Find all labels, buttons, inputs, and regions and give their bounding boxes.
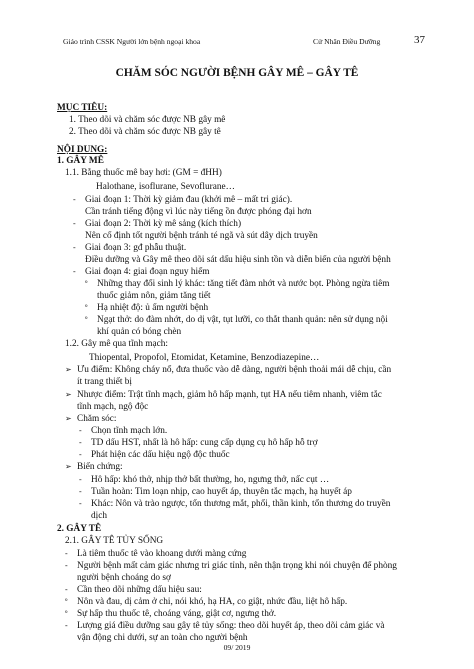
list-item-continuation: Cần tránh tiếng động vì lúc này tiếng ồn được phóng đại hơn	[85, 207, 312, 217]
subsection-heading: 1.1. Bằng thuốc mê bay hơi: (GM = đHH)	[65, 168, 222, 178]
list-item: ➢ Biến chứng:	[65, 462, 123, 472]
dash-marker: -	[79, 438, 82, 447]
sub-bullet-marker: º	[85, 315, 88, 324]
list-item: - Chọn tĩnh mạch lớn.	[79, 426, 168, 436]
list-item: - Tuần hoàn: Tim loạn nhịp, cao huyết áp, thuyên tắc mạch, hạ huyết áp	[79, 487, 352, 497]
list-item-continuation: người bệnh choáng do sợ	[77, 573, 171, 583]
dash-marker: -	[79, 475, 82, 484]
list-item: - Cần theo dõi những dấu hiệu sau:	[65, 585, 202, 595]
list-item: - Giai đoạn 4: giai đoạn nguy hiểm	[73, 267, 210, 277]
list-item: - Giai đoạn 3: gđ phẫu thuật.	[73, 243, 187, 253]
list-item: ➢ Nhược điểm: Trật tĩnh mạch, giảm hô hấp mạnh, tụt HA nếu tiêm nhanh, viêm tắc	[65, 390, 382, 400]
dash-marker: -	[79, 450, 82, 459]
list-item: - Lượng giá điều dưỡng sau gây tê tủy sống: theo dõi huyết áp, theo dõi cảm giác và	[65, 621, 385, 631]
dash-marker: -	[79, 487, 82, 496]
list-item-continuation: khí quản có bóng chèn	[97, 327, 182, 337]
drug-list: Halothane, isoflurane, Sevoflurane…	[96, 182, 235, 192]
subsection-heading: 1.2. Gây mê qua tĩnh mạch:	[65, 339, 169, 349]
document-title: CHĂM SÓC NGƯỜI BỆNH GÂY MÊ – GÂY TÊ	[115, 67, 359, 79]
arrow-bullet-icon: ➢	[65, 414, 72, 423]
list-item: º Ngạt thở: do đàm nhớt, do dị vật, tụt lưỡi, co thắt thanh quản: nên sử dụng nội	[85, 315, 388, 325]
list-item-continuation: Nên cố định tốt người bệnh tránh té ngã và sút dây dịch truyền	[85, 231, 318, 241]
list-item-continuation: Điều dưỡng và Gây mê theo dõi sát dấu hiệu sinh tồn và diễn biến của người bệnh	[85, 255, 391, 265]
list-item: - Là tiêm thuốc tê vào khoang dưới màng cứng	[65, 549, 247, 559]
dash-marker: -	[65, 549, 68, 558]
objective-item: 2. Theo dõi và chăm sóc được NB gây tê	[69, 127, 221, 137]
list-item: - Người bệnh mất cảm giác nhưng tri giác tỉnh, nên thận trọng khi nói chuyện để phòng	[65, 561, 397, 571]
list-item: ➢ Ưu điểm: Không cháy nổ, đưa thuốc vào dễ dàng, người bệnh thoải mái dễ chịu, cần	[65, 365, 392, 375]
objectives-heading: MỤC TIÊU:	[57, 103, 108, 113]
dash-marker: -	[65, 561, 68, 570]
list-item: - Hô hấp: khó thở, nhịp thở bất thường, ho, ngưng thở, nấc cụt …	[79, 475, 330, 485]
subsection-heading: 2.1. GÂY TÊ TỦY SỐNG	[65, 536, 164, 546]
sub-bullet-marker: º	[85, 279, 88, 288]
list-item: - Giai đoạn 2: Thời kỳ mê sảng (kích thích)	[73, 219, 242, 229]
page-number: 37	[414, 34, 425, 46]
content-heading: NỘI DUNG:	[57, 145, 108, 155]
dash-marker: -	[65, 585, 68, 594]
list-item: - Phát hiện các dấu hiệu ngộ độc thuốc	[79, 450, 230, 460]
list-item: - Khác: Nôn và trào ngược, tổn thương mắt, phổi, thần kinh, tổn thương do truyền	[79, 499, 391, 509]
list-item: º Nôn và đau, dị cảm ở chi, nói khó, hạ HA, co giật, nhức đầu, liệt hô hấp.	[65, 597, 348, 607]
list-item: º Sự hấp thu thuốc tê, choáng váng, giật cơ, ngưng thở.	[65, 609, 277, 619]
list-item: - Giai đoạn 1: Thời kỳ giảm đau (khởi mê – mất tri giác).	[73, 195, 293, 205]
sub-bullet-marker: º	[85, 303, 88, 312]
dash-marker: -	[73, 267, 76, 276]
list-item-continuation: ít trang thiết bị	[77, 377, 132, 387]
dash-marker: -	[73, 243, 76, 252]
dash-marker: -	[73, 195, 76, 204]
arrow-bullet-icon: ➢	[65, 390, 72, 399]
dash-marker: -	[65, 621, 68, 630]
dash-marker: -	[79, 499, 82, 508]
arrow-bullet-icon: ➢	[65, 365, 72, 374]
drug-list: Thiopental, Propofol, Etomidat, Ketamine, Benzodiazepine…	[89, 353, 320, 363]
dash-marker: -	[73, 219, 76, 228]
section-heading: 1. GÂY MÊ	[57, 156, 104, 166]
page-footer-date: 09/ 2019	[223, 643, 251, 652]
objective-item: 1. Theo dõi và chăm sóc được NB gây mê	[69, 115, 226, 125]
list-item-continuation: dịch	[91, 511, 108, 521]
arrow-bullet-icon: ➢	[65, 462, 72, 471]
header-course-title: Giáo trình CSSK Người lớn bệnh ngoại khoa	[63, 37, 201, 46]
section-heading: 2. GÂY TÊ	[57, 524, 102, 534]
list-item-continuation: thuốc giảm nôn, giảm tăng tiết	[97, 291, 211, 301]
dash-marker: -	[79, 426, 82, 435]
sub-bullet-marker: º	[65, 609, 68, 618]
sub-bullet-marker: º	[65, 597, 68, 606]
list-item-continuation: tĩnh mạch, ngộ độc	[77, 402, 149, 412]
list-item: º Những thay đổi sinh lý khác: tăng tiết đàm nhớt và nước bọt. Phòng ngừa tiêm	[85, 279, 390, 289]
list-item: - TD dấu HST, nhất là hô hấp: cung cấp dụng cụ hô hấp hỗ trợ	[79, 438, 318, 448]
list-item: º Hạ nhiệt độ: ủ ấm người bệnh	[85, 303, 209, 313]
list-item-continuation: vận động chi dưới, sự an toàn cho người bệnh	[77, 633, 248, 643]
header-program: Cử Nhân Điều Dưỡng	[313, 37, 381, 46]
list-item: ➢ Chăm sóc:	[65, 414, 117, 424]
